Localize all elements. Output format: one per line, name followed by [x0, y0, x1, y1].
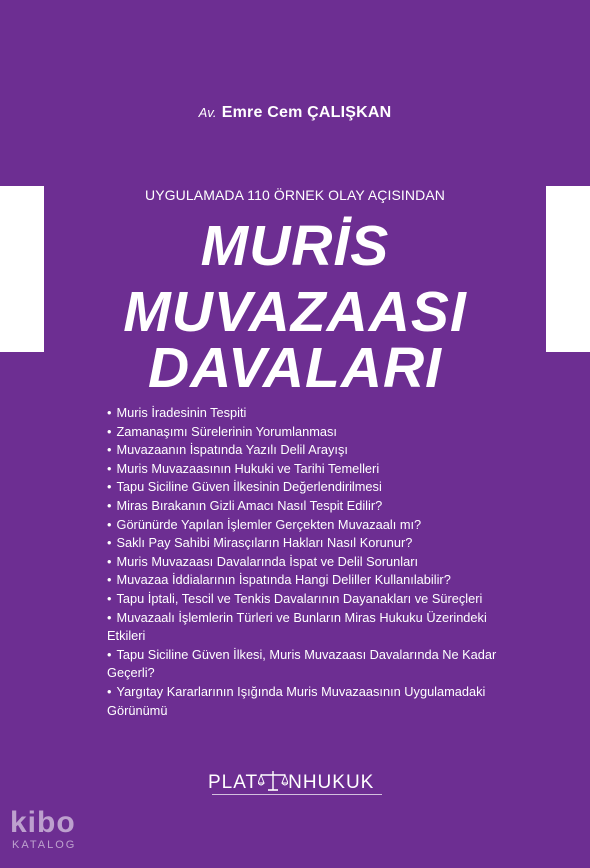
author-prefix: Av.	[198, 105, 217, 120]
topic-item: • Miras Bırakanın Gizli Amacı Nasıl Tespit Edilir?	[107, 497, 507, 516]
watermark-logo: kibo	[10, 806, 76, 839]
topic-item: • Saklı Pay Sahibi Mirasçıların Hakları Nasıl Korunur?	[107, 534, 507, 553]
topic-list	[107, 404, 507, 720]
subtitle: UYGULAMADA 110 ÖRNEK OLAY AÇISINDAN	[145, 187, 445, 203]
topic-item: • Muvazaalı İşlemlerin Türleri ve Bunların Miras Hukuku Üzerindeki Etkileri	[107, 609, 507, 646]
author-line	[0, 104, 590, 122]
topic-item: • Muvazaanın İspatında Yazılı Delil Arayışı	[107, 441, 507, 460]
topic-item: • Muvazaa İddialarının İspatında Hangi Deliller Kullanılabilir?	[107, 571, 507, 590]
title-line-2: MUVAZAASI	[123, 280, 467, 344]
kibo-watermark	[10, 808, 90, 860]
topic-item: • Tapu Siciline Güven İlkesi, Muris Muvazaası Davalarında Ne Kadar Geçerli?	[107, 646, 507, 683]
topic-item: • Muris İradesinin Tespiti	[107, 404, 507, 423]
author-name: Emre Cem ÇALIŞKAN	[221, 104, 392, 121]
topic-item: • Tapu İptali, Tescil ve Tenkis Davalarının Dayanakları ve Süreçleri	[107, 590, 507, 609]
publisher-logo	[208, 770, 384, 806]
watermark-label: KATALOG	[12, 839, 77, 851]
publisher-tagline	[212, 794, 382, 798]
topic-item: • Muris Muvazaasının Hukuki ve Tarihi Temelleri	[107, 460, 507, 479]
topic-item: • Tapu Siciline Güven İlkesinin Değerlendirilmesi	[107, 478, 507, 497]
scales-icon	[258, 770, 288, 792]
topic-item: • Yargıtay Kararlarının Işığında Muris Muvazaasının Uygulamadaki Görünümü	[107, 683, 507, 720]
publisher-name-part2: NHUKUK	[288, 772, 375, 793]
title-line-3: DAVALARI	[147, 336, 443, 400]
topic-item: • Zamanaşımı Sürelerinin Yorumlanması	[107, 423, 507, 442]
publisher-name-part1: PLAT	[208, 772, 259, 793]
title-line-1: MURİS	[200, 214, 390, 278]
topic-item: • Görünürde Yapılan İşlemler Gerçekten Muvazaalı mı?	[107, 516, 507, 535]
topic-item: • Muris Muvazaası Davalarında İspat ve Delil Sorunları	[107, 553, 507, 572]
